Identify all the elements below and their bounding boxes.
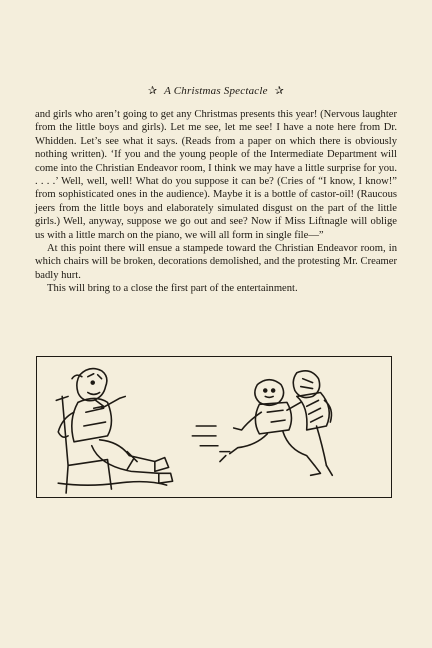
star-ornament-left: ✰: [147, 85, 158, 97]
running-header-title: A Christmas Spectacle: [164, 85, 268, 97]
running-header: [0, 84, 432, 97]
running-boys-figure: [192, 371, 332, 476]
paragraph: This will bring to a close the first part of the entertainment.: [47, 283, 298, 295]
cartoon-drawing: [37, 357, 391, 497]
cartoon-illustration: [36, 356, 392, 498]
body-text: [35, 108, 397, 296]
star-ornament-right: ✰: [274, 85, 285, 97]
paragraph: At this point there will ensue a stampede toward the Christian Endeavor room, in which chairs will be broken, decorations demolished, and the protesting Mr. Creamer badly hurt.: [35, 243, 397, 281]
fallen-man-figure: [56, 369, 172, 493]
paragraph: and girls who aren’t going to get any Christmas presents this year! (Nervous laughter from the little boys and girls). Let me see, let me see! I have a note here from Dr. Whidden. Let’s see what it says. (Reads from a paper on which there is obviously nothing written). ‘If you and the young people of the Intermediate Department will come into the Christian Endeavor room, I think we may have a little surprise for you. . . . .’ Well, well, well! What do you suppose it can be? (Cries of “I know, I know!” from sophisticated ones in the audience). Maybe it is a bottle of castor-oil! (Raucous jeers from the little boys and elaborately simulated disgust on the part of the little girls.) Well, anyway, suppose we go out and see? Now if Miss Liftnagle will oblige us with a little march on the piano, we will all form in single file—”: [35, 109, 397, 241]
